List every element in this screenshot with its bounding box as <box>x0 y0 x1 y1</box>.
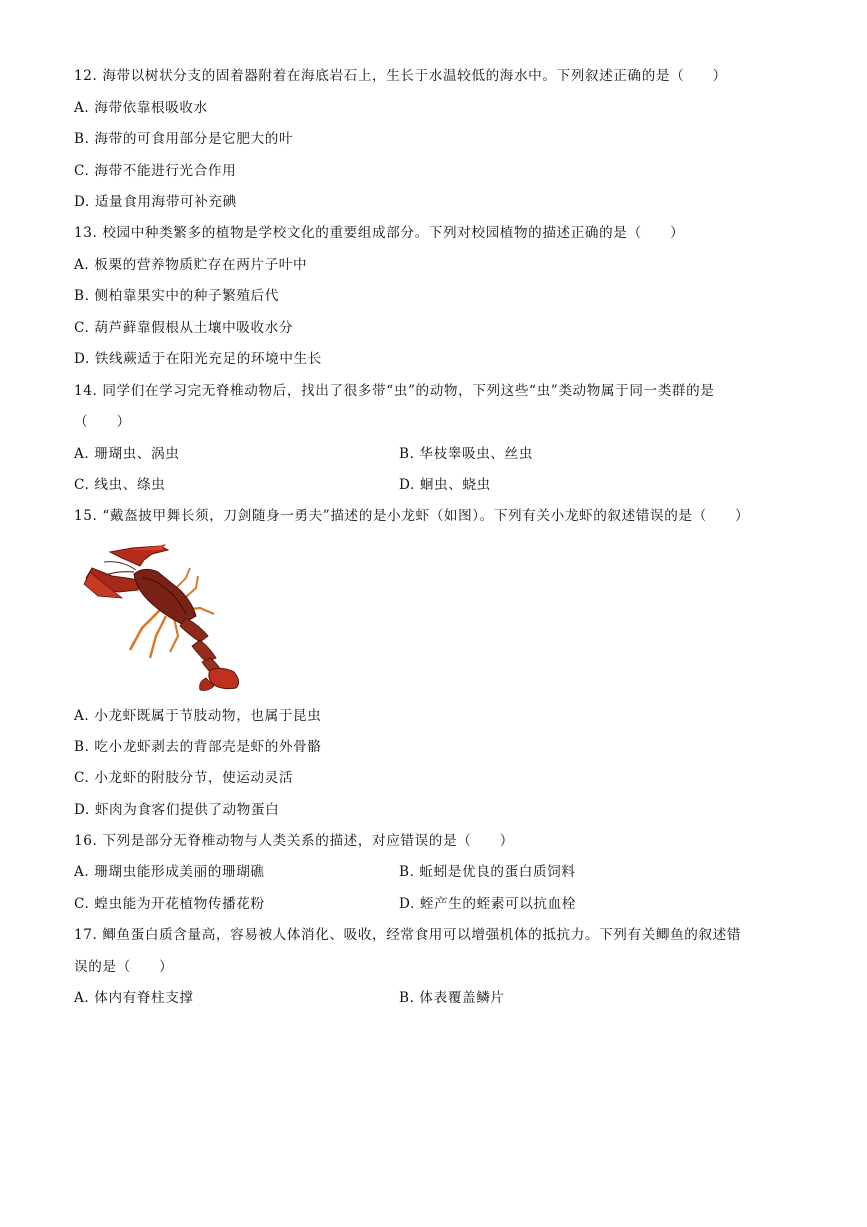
question-14-stem-line2: （ ） <box>74 414 131 430</box>
q16-option-c: C. 蝗虫能为开花植物传播花粉 <box>74 896 265 912</box>
q17-options-row-1 <box>74 988 774 1008</box>
question-14-stem-line1: 14. 同学们在学习完无脊椎动物后，找出了很多带“虫”的动物，下列这些“虫”类动物属于同一类群的是 <box>74 383 715 399</box>
q12-option-d: D. 适量食用海带可补充碘 <box>74 194 237 210</box>
crayfish-image <box>82 540 254 692</box>
q15-option-a: A. 小龙虾既属于节肢动物，也属于昆虫 <box>74 708 322 724</box>
q12-option-c: C. 海带不能进行光合作用 <box>74 163 237 179</box>
q14-option-c: C. 线虫、绦虫 <box>74 477 166 493</box>
q17-option-a: A. 体内有脊柱支撑 <box>74 990 194 1006</box>
q13-option-d: D. 铁线蕨适于在阳光充足的环境中生长 <box>74 351 322 367</box>
q13-option-b: B. 侧柏靠果实中的种子繁殖后代 <box>74 288 279 304</box>
q13-option-a: A. 板栗的营养物质贮存在两片子叶中 <box>74 257 308 273</box>
q14-option-a: A. 珊瑚虫、涡虫 <box>74 446 180 462</box>
question-12-stem: 12. 海带以树状分支的固着器附着在海底岩石上，生长于水温较低的海水中。下列叙述正确的是（ ） <box>74 68 727 84</box>
q15-option-c: C. 小龙虾的附肢分节，使运动灵活 <box>74 770 294 786</box>
q16-option-d: D. 蛭产生的蛭素可以抗血栓 <box>399 896 576 912</box>
q14-option-d: D. 蛔虫、蛲虫 <box>399 477 491 493</box>
q15-option-b: B. 吃小龙虾剥去的背部壳是虾的外骨骼 <box>74 739 322 755</box>
q16-option-a: A. 珊瑚虫能形成美丽的珊瑚礁 <box>74 864 265 880</box>
q16-options-row-1 <box>74 862 774 882</box>
q17-option-b: B. 体表覆盖鳞片 <box>399 990 505 1006</box>
q13-option-c: C. 葫芦藓靠假根从土壤中吸收水分 <box>74 320 294 336</box>
question-15-stem: 15. “戴盔披甲舞长须，刀剑随身一勇夫”描述的是小龙虾（如图）。下列有关小龙虾的叙述错误的是（ ） <box>74 508 750 524</box>
question-17-stem-line1: 17. 鲫鱼蛋白质含量高，容易被人体消化、吸收，经常食用可以增强机体的抵抗力。下列有关鲫鱼的叙述错 <box>74 927 742 943</box>
q14-options-row-1 <box>74 444 774 464</box>
question-13-stem: 13. 校园中种类繁多的植物是学校文化的重要组成部分。下列对校园植物的描述正确的是（ ） <box>74 225 685 241</box>
q12-option-b: B. 海带的可食用部分是它肥大的叶 <box>74 131 294 147</box>
q14-option-b: B. 华枝睾吸虫、丝虫 <box>399 446 533 462</box>
q14-options-row-2 <box>74 475 774 495</box>
q15-option-d: D. 虾肉为食客们提供了动物蛋白 <box>74 802 280 818</box>
q16-option-b: B. 蚯蚓是优良的蛋白质饲料 <box>399 864 576 880</box>
q16-options-row-2 <box>74 894 774 914</box>
q12-option-a: A. 海带依靠根吸收水 <box>74 100 208 116</box>
question-16-stem: 16. 下列是部分无脊椎动物与人类关系的描述，对应错误的是（ ） <box>74 833 514 849</box>
question-17-stem-line2: 误的是（ ） <box>74 959 174 975</box>
